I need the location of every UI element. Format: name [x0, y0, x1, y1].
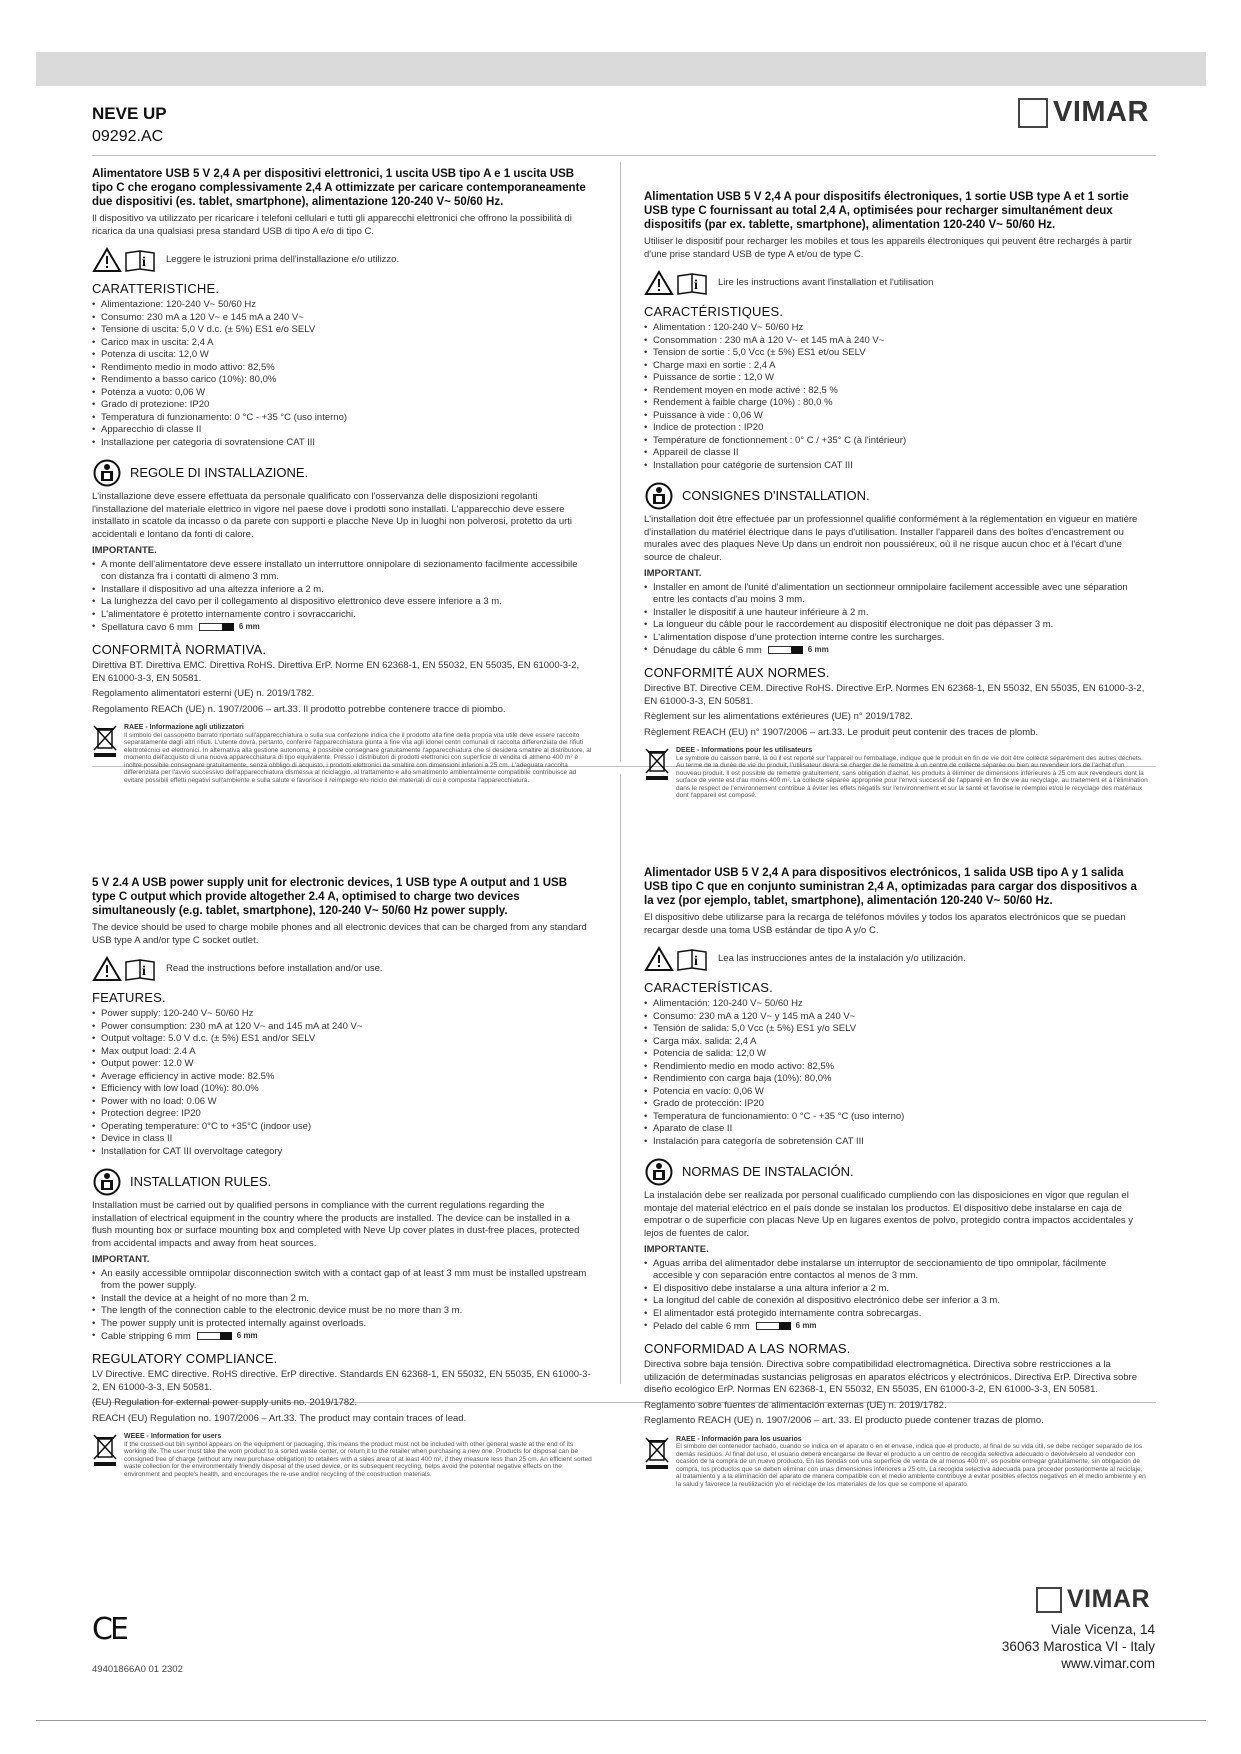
list-item: • Rendement moyen en mode activé : 82,5 %	[644, 385, 1148, 398]
es-important-list	[644, 1258, 1148, 1334]
es-features-list	[644, 998, 1148, 1148]
column-divider-top	[620, 162, 621, 762]
en-norm-text: REACH (EU) Regulation no. 1907/2006 – Art.33. The product may contain traces of lead.	[92, 1412, 467, 1424]
en-weee-heading: WEEE - Information for users	[124, 1433, 222, 1441]
svg-text:i: i	[694, 278, 698, 293]
fr-install-heading: CONSIGNES D'INSTALLATION.	[682, 487, 870, 503]
fr-norm-text: Règlement REACH (EU) n° 1907/2006 – art.33. Le produit peut contenir des traces de plomb.	[644, 726, 1039, 738]
it-norm-text: Direttiva BT. Direttiva EMC. Direttiva RoHS. Direttiva ErP. Norme EN 62368-1, EN 55032, EN 55035, EN 61000-3-2, EN 61000-3-3, EN 50581.	[92, 660, 580, 684]
crossed-bin-icon	[92, 724, 118, 758]
list-item: • The length of the connection cable to the electronic device must be no more than 3 m.	[92, 1305, 592, 1318]
list-item: • Installazione per categoria di sovratensione CAT III	[92, 437, 592, 450]
cable-strip-icon	[768, 644, 829, 657]
it-weee-block	[92, 724, 592, 784]
section-it	[92, 167, 592, 784]
fr-strip-text: Dénudage du câble 6 mm	[653, 644, 762, 656]
it-title: Alimentatore USB 5 V 2,4 A per dispositivi elettronici, 1 uscita USB tipo A e 1 uscita USB tipo C che erogano complessivamente 2,4 A ottimizzate per caricare contemporaneamente due dispositivi (es. tablet, smartphone), alimentazione 120-240 V~ 50/60 Hz.	[92, 168, 586, 208]
list-item: • Alimentazione: 120-240 V~ 50/60 Hz	[92, 299, 592, 312]
address-street: Viale Vicenza, 14	[1051, 1622, 1155, 1637]
it-read-text: Leggere le istruzioni prima dell'installazione e/o utilizzo.	[166, 253, 400, 265]
list-item: • La longueur du câble pour le raccordement au dispositif électronique ne doit pas dépasser 3 m.	[644, 619, 1148, 632]
warning-book-icon	[92, 956, 160, 982]
bottom-rule	[36, 1720, 1206, 1721]
en-read-instructions	[92, 956, 592, 982]
list-item: • Temperatura de funcionamiento: 0 °C - +35 °C (uso interno)	[644, 1111, 1148, 1124]
it-read-instructions	[92, 247, 592, 273]
list-item: • Rendimento a basso carico (10%): 80,0%	[92, 374, 592, 387]
it-install-text: L'installazione deve essere effettuata da personale qualificato con l'osservanza delle disposizioni regolanti l'installazione del materiale elettrico in vigore nel paese dove i prodotti sono installati. L'apparecchio deve essere installato in scatole da incasso o da parete con supporti e placche Neve Up in luoghi non polverosi, protetto da urti accidentali e lontano da fonti di calore.	[92, 491, 573, 540]
list-item: • Potencia de salida: 12,0 W	[644, 1048, 1148, 1061]
list-item: • Puissance de sortie : 12,0 W	[644, 372, 1148, 385]
es-read-text: Lea las instrucciones antes de la instalación y/o utilización.	[718, 952, 966, 964]
fr-weee-text: Le symbole du caisson barré, là où il est reporté sur l'appareil ou l'emballage, indique que le produit en fin de vie doit être collecté séparément des autres déchets. Au terme de la durée de vie du produit, l'utilisateur devra se charger de le remettre à un centre de collecte séparée ou bien au revendeur lors de l'achat d'un nouveau produit. Il est possible de remettre gratuitement, sans obligation d'achat, les produits à éliminer de dimensions inférieures à 25 cm aux revendeurs dont la surface de vente est d'au moins 400 m². La collecte séparée appropriée pour l'envoi successif de l'appareil en fin de vie au recyclage, au traitement et à l'élimination dans le respect de l'environnement contribue à éviter les effets négatifs sur l'environnement et sur la santé et favorise le réemploi et/ou le recyclage des matériaux dont l'appareil est composé.	[676, 754, 1148, 800]
list-item: • Consumo: 230 mA a 120 V~ e 145 mA a 240 V~	[92, 312, 592, 325]
ce-mark: CE	[92, 1612, 126, 1647]
en-title: 5 V 2.4 A USB power supply unit for electronic devices, 1 USB type A output and 1 USB type C output which provide altogether 2.4 A, optimised to charge two devices simultaneously (e.g. tablet, smartphone), 120-240 V~ 50/60 Hz power supply.	[92, 877, 567, 917]
section-es	[644, 866, 1148, 1488]
es-strip-text: Pelado del cable 6 mm	[653, 1320, 750, 1332]
strip-length-label: 6 mm	[795, 1321, 817, 1330]
list-item: • Consumo: 230 mA a 120 V~ y 145 mA a 240 V~	[644, 1011, 1148, 1024]
list-item: • Tensión de salida: 5,0 Vcc (± 5%) ES1 y/o SELV	[644, 1023, 1148, 1036]
section-en	[92, 876, 592, 1478]
column-divider-bottom	[620, 774, 621, 1384]
list-item: • Aguas arriba del alimentador debe instalarse un interruptor de seccionamiento de tipo omnipolar, fácilmente accesible y con separación entre contactos al menos de 3 mm.	[644, 1258, 1148, 1283]
fr-norm-text: Directive BT. Directive CEM. Directive RoHS. Directive ErP. Normes EN 62368-1, EN 55032, EN 55035, EN 61000-3-2, EN 61000-3-3, EN 50581.	[644, 683, 1145, 707]
product-name: NEVE UP	[92, 104, 167, 123]
fr-important-heading: IMPORTANT.	[644, 568, 702, 579]
list-item: • The power supply unit is protected internally against overloads.	[92, 1318, 592, 1331]
en-norm-heading: REGULATORY COMPLIANCE.	[92, 1351, 278, 1367]
fr-weee-heading: DEEE - Informations pour les utilisateurs	[676, 747, 813, 755]
en-intro: The device should be used to charge mobile phones and all electronic devices that can be charged from any standard USB type A and/or type C socket outlet.	[92, 922, 587, 946]
fr-important-list	[644, 582, 1148, 658]
it-norm-text: Regolamento alimentatori esterni (UE) n. 2019/1782.	[92, 688, 315, 700]
fr-features-list	[644, 322, 1148, 472]
vimar-logo-text: VIMAR	[1067, 1585, 1151, 1613]
list-item: • Carga máx. salida: 2,4 A	[644, 1036, 1148, 1049]
en-important-list	[92, 1268, 592, 1344]
installer-icon	[92, 1168, 122, 1196]
en-features-list	[92, 1008, 592, 1158]
list-item: • Protection degree: IP20	[92, 1108, 592, 1121]
list-item: • Alimentation : 120-240 V~ 50/60 Hz	[644, 322, 1148, 335]
es-title: Alimentador USB 5 V 2,4 A para dispositivos electrónicos, 1 salida USB tipo A y 1 salida USB tipo C que en conjunto suministran 2,4 A, optimizadas para cargar dos dispositivos a la vez (por ejemplo, tablet, smartphone), alimentación 120-240 V~ 50/60 Hz.	[644, 867, 1137, 907]
en-weee-block	[92, 1433, 592, 1478]
svg-text:i: i	[142, 964, 146, 979]
strip-length-label: 6 mm	[238, 622, 260, 631]
en-install-heading-row	[92, 1168, 592, 1196]
fr-title: Alimentation USB 5 V 2,4 A pour dispositifs électroniques, 1 sortie USB type A et 1 sortie USB type C fournissant au total 2,4 A, optimisées pour recharger simultanément deux dispositifs (par ex. tablette, smartphone), alimentation 120-240 V~ 50/60 Hz.	[644, 191, 1129, 231]
list-item	[92, 621, 592, 634]
it-important-heading: IMPORTANTE.	[92, 545, 157, 556]
warning-book-icon	[644, 946, 712, 972]
crossed-bin-icon	[644, 1436, 670, 1470]
fr-install-heading-row	[644, 482, 1148, 510]
en-read-text: Read the instructions before installation and/or use.	[166, 962, 383, 974]
fr-read-text: Lire les instructions avant l'installation et l'utilisation	[718, 276, 934, 288]
list-item: • Température de fonctionnement : 0° C / +35° C (à l'intérieur)	[644, 435, 1148, 448]
list-item: • Potencia en vacío: 0,06 W	[644, 1086, 1148, 1099]
crossed-bin-icon	[644, 747, 670, 781]
es-read-instructions	[644, 946, 1148, 972]
list-item: • Temperatura di funzionamento: 0 °C - +35 °C (uso interno)	[92, 412, 592, 425]
list-item: • El dispositivo debe instalarse a una altura inferior a 2 m.	[644, 1283, 1148, 1296]
fr-weee-block	[644, 747, 1148, 800]
list-item: • Puissance à vide : 0,06 W	[644, 410, 1148, 423]
es-weee-heading: RAEE - Información para los usuarios	[676, 1435, 802, 1443]
fr-norm-heading: CONFORMITÉ AUX NORMES.	[644, 665, 830, 681]
es-weee-block	[644, 1436, 1148, 1489]
list-item: • Consommation : 230 mA à 120 V~ et 145 mA à 240 V~	[644, 335, 1148, 348]
es-norm-text: Reglamento REACH (UE) n. 1907/2006 – art. 33. El producto puede contener trazas de plomo.	[644, 1415, 1044, 1427]
installer-icon	[644, 1158, 674, 1186]
en-important-heading: IMPORTANT.	[92, 1254, 150, 1265]
en-weee-text: If the crossed-out bin symbol appears on the equipment or packaging, this means the product must not be included with other general waste at the end of its working life. The user must take the worn product to a sorted waste center, or return it to the retailer when purchasing a new one. Products for disposal can be consigned free of charge (without any new purchase obligation) to retailers with a sales area of at least 400 m², if they measure less than 25 cm. An efficient sorted waste collection for the environmentally friendly disposal of the used device, or its subsequent recycling, helps avoid the potential negative effects on the environment and people's health, and encourages the re-use and/or recycling of the construction materials.	[124, 1440, 592, 1478]
es-norm-heading: CONFORMIDAD A LAS NORMAS.	[644, 1341, 851, 1357]
list-item: • Installation for CAT III overvoltage category	[92, 1146, 592, 1159]
list-item: • Install the device at a height of no more than 2 m.	[92, 1293, 592, 1306]
list-item	[644, 644, 1148, 657]
installer-icon	[644, 482, 674, 510]
list-item: • Efficiency with low load (10%): 80.0%	[92, 1083, 592, 1096]
list-item: • L'alimentation dispose d'une protection interne contre les surcharges.	[644, 632, 1148, 645]
list-item: • L'alimentatore è protetto internamente contro i sovraccarichi.	[92, 609, 592, 622]
list-item: • An easily accessible omnipolar disconnection switch with a contact gap of at least 3 mm must be installed upstream from the power supply.	[92, 1268, 592, 1293]
svg-text:i: i	[694, 954, 698, 969]
list-item: • Installare il dispositivo ad una altezza inferiore a 2 m.	[92, 584, 592, 597]
cable-strip-icon	[756, 1320, 817, 1333]
it-features-heading: CARATTERISTICHE.	[92, 281, 220, 296]
list-item: • La longitud del cable de conexión al dispositivo electrónico debe ser inferior a 3 m.	[644, 1295, 1148, 1308]
es-install-heading-row	[644, 1158, 1148, 1186]
section-fr	[644, 190, 1148, 800]
list-item: • Power with no load: 0.06 W	[92, 1096, 592, 1109]
fr-features-heading: CARACTÉRISTIQUES.	[644, 304, 784, 319]
vimar-logo-footer	[1036, 1585, 1150, 1614]
list-item: • Output power: 12.0 W	[92, 1058, 592, 1071]
list-item: • Power supply: 120-240 V~ 50/60 Hz	[92, 1008, 592, 1021]
list-item: • Appareil de classe II	[644, 447, 1148, 460]
it-weee-heading: RAEE - Informazione agli utilizzatori	[124, 724, 244, 732]
list-item: • Instalación para categoría de sobretensión CAT III	[644, 1136, 1148, 1149]
list-item: • Max output load: 2.4 A	[92, 1046, 592, 1059]
list-item: • Potenza di uscita: 12,0 W	[92, 349, 592, 362]
list-item: • Grado di protezione: IP20	[92, 399, 592, 412]
list-item: • Installation pour catégorie de surtension CAT III	[644, 460, 1148, 473]
crossed-bin-icon	[92, 1433, 118, 1467]
list-item: • Apparecchio di classe II	[92, 424, 592, 437]
fr-intro: Utiliser le dispositif pour recharger les mobiles et tous les appareils électroniques qui peuvent être rechargés à partir d'une prise standard USB de type A et/ou de type C.	[644, 236, 1132, 260]
list-item: • Rendimiento con carga baja (10%): 80,0%	[644, 1073, 1148, 1086]
es-norm-text: Reglamento sobre fuentes de alimentación externas (UE) n. 2019/1782.	[644, 1399, 947, 1411]
list-item: • Installer le dispositif à une hauteur inférieure à 2 m.	[644, 607, 1148, 620]
es-install-heading: NORMAS DE INSTALACIÓN.	[682, 1163, 854, 1179]
list-item: • Power consumption: 230 mA at 120 V~ and 145 mA at 240 V~	[92, 1021, 592, 1034]
top-gray-band	[36, 52, 1206, 86]
es-intro: El dispositivo debe utilizarse para la recarga de teléfonos móviles y todos los aparatos electrónicos que se puedan recargar desde una toma USB estándar de tipo A y/o C.	[644, 912, 1126, 936]
fr-norm-text: Règlement sur les alimentations extérieures (UE) n° 2019/1782.	[644, 711, 913, 723]
strip-length-label: 6 mm	[236, 1331, 258, 1340]
svg-text:i: i	[142, 255, 146, 270]
fr-read-instructions	[644, 270, 1148, 296]
en-norm-text: LV Directive. EMC directive. RoHS directive. ErP directive. Standards EN 62368-1, EN 55032, EN 55035, EN 61000-3-2, EN 61000-3-3, EN 50581.	[92, 1369, 591, 1393]
it-important-list	[92, 559, 592, 635]
list-item: • Potenza a vuoto: 0,06 W	[92, 387, 592, 400]
cable-strip-icon	[197, 1330, 258, 1343]
list-item: • Tensione di uscita: 5,0 V d.c. (± 5%) ES1 e/o SELV	[92, 324, 592, 337]
it-install-heading: REGOLE DI INSTALLAZIONE.	[130, 464, 309, 480]
list-item: • El alimentador está protegido internamente contra sobrecargas.	[644, 1308, 1148, 1321]
en-install-heading: INSTALLATION RULES.	[130, 1173, 272, 1189]
vimar-logo	[1018, 96, 1149, 129]
en-norm-text: (EU) Regulation for external power supply units no. 2019/1782.	[92, 1397, 358, 1409]
list-item: • Rendement à faible charge (10%) : 80,0 %	[644, 397, 1148, 410]
es-features-heading: CARACTERÍSTICAS.	[644, 980, 773, 995]
list-item: • Indice de protection : IP20	[644, 422, 1148, 435]
it-install-heading-row	[92, 459, 592, 487]
warning-book-icon	[92, 247, 160, 273]
es-important-heading: IMPORTANTE.	[644, 1244, 709, 1255]
list-item: • Aparato de clase II	[644, 1123, 1148, 1136]
warning-book-icon	[644, 270, 712, 296]
vimar-logo-icon	[1018, 98, 1048, 128]
list-item	[644, 1320, 1148, 1333]
list-item: • Average efficiency in active mode: 82.5%	[92, 1071, 592, 1084]
cable-strip-icon	[199, 621, 260, 634]
website-link[interactable]: www.vimar.com	[1061, 1656, 1155, 1671]
list-item: • Output voltage: 5.0 V d.c. (± 5%) ES1 and/or SELV	[92, 1033, 592, 1046]
en-install-text: Installation must be carried out by qualified persons in compliance with the current regulations regarding the installation of electrical equipment in the country where the products are installed. The device can be installed in a flush mounting box or surface mounting box and completed with Neve Up cover plates in dust-free places, protected from accidental impacts and away from heat sources.	[92, 1200, 580, 1249]
es-norm-text: Directiva sobre baja tensión. Directiva sobre compatibilidad electromagnética. Directiva sobre restricciones a la utilización de determinadas sustancias peligrosas en aparatos eléctricos y electrónicos. Directiva ErP. Directiva sobre diseño ecológico ErP. Normas EN 62368-1, EN 55032, EN 55035, EN 61000-3-2, EN 61000-3-3, EN 50581.	[644, 1359, 1138, 1396]
list-item: • Carico max in uscita: 2,4 A	[92, 337, 592, 350]
fr-install-text: L'installation doit être effectuée par un professionnel qualifié conformément à la réglementation en vigueur en matière d'installation du matériel électrique dans le pays d'utilisation. Installer l'appareil dans des boîtes d'encastrement ou murales avec des plaques Neve Up dans un endroit non poussiéreux, où il ne risque aucun choc et à l'écart d'une source de chaleur.	[644, 514, 1138, 563]
it-strip-text: Spellatura cavo 6 mm	[101, 621, 193, 633]
document-number: 49401866A0 01 2302	[92, 1664, 183, 1675]
en-strip-text: Cable stripping 6 mm	[101, 1330, 191, 1342]
list-item: • Rendimiento medio en modo activo: 82,5%	[644, 1061, 1148, 1074]
en-features-heading: FEATURES.	[92, 990, 166, 1005]
header-divider	[92, 155, 1156, 156]
installer-icon	[92, 459, 122, 487]
strip-length-label: 6 mm	[807, 645, 829, 654]
it-intro: Il dispositivo va utilizzato per ricaricare i telefoni cellulari e tutti gli apparecchi elettronici che offrono la possibilità di ricarica da una qualsiasi presa standard USB di tipo A e/o di tipo C.	[92, 213, 572, 237]
es-weee-text: El símbolo del contenedor tachado, cuando se indica en el aparato o en el envase, indica que el producto, al final de su vida útil, se debe recoger separado de los demás residuos. Al final del uso, el usuario deberá encargarse de llevar el producto a un centro de recogida selectiva adecuado o devolvérselo al vendedor con ocasión de la compra de un nuevo producto. En las tiendas con una superficie de venta de al menos 400 m², es posible entregar gratuitamente, sin obligación de compra, los productos que se deben eliminar con unas dimensiones inferiores a 25 cm. La recogida selectiva adecuada para proceder posteriormente al reciclaje, al tratamiento y a la eliminación del aparato de manera compatible con el medio ambiente contribuye a evitar posibles efectos negativos en el medio ambiente y en la salud y favorece la reutilización y/o el reciclaje de los materiales de los que se compone el aparato.	[676, 1443, 1146, 1488]
list-item: • Operating temperature: 0°C to +35°C (indoor use)	[92, 1121, 592, 1134]
it-norm-text: Regolamento REACh (UE) n. 1907/2006 – art.33. Il prodotto potrebbe contenere tracce di piombo.	[92, 703, 506, 715]
address-city: 36063 Marostica VI - Italy	[1001, 1639, 1155, 1654]
list-item: • Rendimento medio in modo attivo: 82,5%	[92, 362, 592, 375]
list-item: • Installer en amont de l'unité d'alimentation un sectionneur omnipolaire facilement accessible avec une séparation entre les contacts d'au moins 3 mm.	[644, 582, 1148, 607]
es-install-text: La instalación debe ser realizada por personal cualificado cumpliendo con las disposiciones en vigor que regulan el montaje del material eléctrico en el país donde se instalan los productos. El dispositivo debe instalarse en caja de empotrar o de superficie con placas Neve Up en lugares exentos de polvo, protegido contra impactos accidentales y lejos de fuentes de calor.	[644, 1190, 1133, 1239]
company-address	[1002, 1621, 1155, 1672]
list-item	[92, 1330, 592, 1343]
list-item: • Grado de protección: IP20	[644, 1098, 1148, 1111]
it-norm-heading: CONFORMITÀ NORMATIVA.	[92, 642, 267, 658]
list-item: • Device in class II	[92, 1133, 592, 1146]
list-item: • La lunghezza del cavo per il collegamento al dispositivo elettronico deve essere inferiore a 3 m.	[92, 596, 592, 609]
list-item: • Alimentación: 120-240 V~ 50/60 Hz	[644, 998, 1148, 1011]
product-code: 09292.AC	[92, 128, 164, 145]
it-weee-text: Il simbolo del cassonetto barrato riportato sull'apparecchiatura o sulla sua confezione indica che il prodotto alla fine della propria vita utile deve essere raccolto separatamente dagli altri rifiuti. L'utente dovrà, pertanto, conferire l'apparecchiatura giunta a fine vita agli idonei centri comunali di raccolta differenziata dei rifiuti elettrotecnici ed elettronici. In alternativa alla gestione autonoma, è possibile consegnare gratuitamente l'apparecchiatura che si desidera smaltire al distributore, al momento dell'acquisto di una nuova apparecchiatura di tipo equivalente. Presso i distributori di prodotti elettronici con superficie di vendita di almeno 400 m² è inoltre possibile consegnare gratuitamente, senza obbligo di acquisto, i prodotti elettronici da smaltire con dimensioni inferiori a 25 cm. L'adeguata raccolta differenziata per l'avvio successivo dell'apparecchiatura dismessa al riciclaggio, al trattamento e allo smaltimento ambientalmente compatibile contribuisce ad evitare possibili effetti negativi sull'ambiente e sulla salute e favorisce il reimpiego e/o riciclo dei materiali di cui è composta l'apparecchiatura.	[124, 731, 592, 784]
list-item: • Tension de sortie : 5,0 Vcc (± 5%) ES1 et/ou SELV	[644, 347, 1148, 360]
list-item: • Charge maxi en sortie : 2,4 A	[644, 360, 1148, 373]
it-features-list	[92, 299, 592, 449]
list-item: • A monte dell'alimentatore deve essere installato un interruttore onnipolare di sezionamento facilmente accessibile con distanza fra i contatti di almeno 3 mm.	[92, 559, 592, 584]
vimar-logo-text: VIMAR	[1053, 96, 1149, 128]
vimar-logo-icon	[1036, 1587, 1062, 1613]
